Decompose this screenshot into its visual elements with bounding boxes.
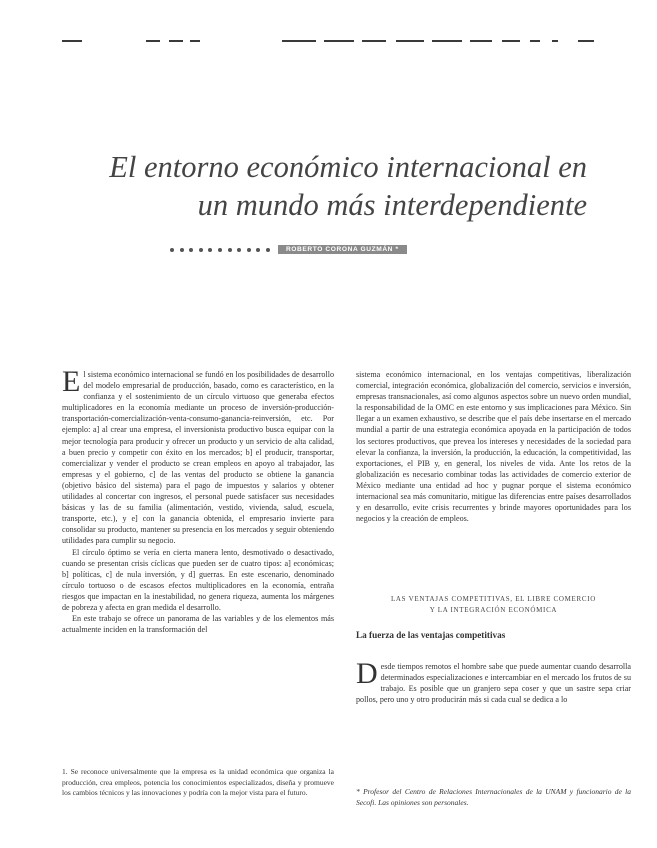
title-line-2: un mundo más interdependiente (197, 188, 587, 222)
subheading: La fuerza de las ventajas competitivas (356, 630, 506, 640)
right-column (356, 369, 631, 524)
section-heading-line-1: LAS VENTAJAS COMPETITIVAS, EL LIBRE COMERCIO (390, 595, 597, 603)
paragraph-3: En este trabajo se ofrece un panorama de las variables y de los elementos más actualmente inciden en la transformación del (62, 614, 334, 635)
author-name: ROBERTO CORONA GUZMÁN * (278, 245, 407, 254)
section-heading (356, 594, 631, 616)
header-rule (62, 40, 595, 44)
drop-cap-e: E (62, 365, 81, 398)
section-heading-line-2: Y LA INTEGRACIÓN ECONÓMICA (429, 606, 558, 614)
drop-cap-d: D (356, 657, 378, 691)
left-column (62, 365, 334, 635)
article-title (27, 148, 587, 224)
paragraph-5: Desde tiempos remotos el hombre sabe que puede aumentar cuando desarrolla determinados especializaciones e intercambiar en el mercado los frutos de su trabajo. Es posible que un granjero sepa coser y que un sastre sepa criar pollos, pero uno y otro producirán más si cada cual se dedica a lo (356, 657, 631, 705)
right-column-continued (356, 653, 631, 714)
byline (170, 244, 407, 255)
byline-dots (170, 248, 270, 252)
right-footnote: * Profesor del Centro de Relaciones Internacionales de la UNAM y funcionario de la Secofi. Las opiniones son personales. (356, 787, 631, 807)
left-footnote: 1. Se reconoce universalmente que la empresa es la unidad económica que organiza la producción, crea empleos, potencia los conocimientos especializados, diseña y promueve los cambios técnicos y las innovaciones y podría con la mejor vista para el futuro. (62, 767, 334, 797)
title-line-1: El entorno económico internacional en (109, 150, 587, 184)
paragraph-4: sistema económico internacional, en los ventajas competitivas, liberalización comercial, integración económica, globalización del comercio, servicios e inversión, empresas transnacionales, así como algunos aspectos sobre un nuevo orden mundial, la responsabilidad de la OMC en este entorno y sus implicaciones para México. Sin llegar a un examen exhaustivo, se describe que el país debe insertarse en el mercado mundial a partir de una estrategia económica apoyada en la participación de todos los sectores productivos, que prevea los intereses y necesidades de la sociedad para elevar la confianza, la inversión, la producción, la educación, la competitividad, las exportaciones, el PIB y, en general, los niveles de vida. Ante los retos de la globalización es necesario combinar todas las actividades de comercio exterior de México mediante una entidad ad hoc y pugnar porque el sistema económico internacional sea más comunitario, mitigue las diferencias entre países desarrollados y en desarrollo, evite crisis recurrentes y brinde mayores oportunidades para los negocios y la creación de empleos. (356, 370, 631, 524)
paragraph-1: El sistema económico internacional se fundó en los posibilidades de desarrollo del modelo empresarial de producción, basado, como es característico, en la confianza y el sostenimiento de un círculo virtuoso que generaba efectos multiplicadores en la economía mediante un proceso de inversión-producción-transportación-comercialización-venta-consumo-ganancia-reinversión, etc. Por ejemplo: a] al crear una empresa, el inversionista productivo busca equipar con la mejor tecnología para producir y ofrecer un producto y un servicio de alta calidad, a buen precio y competir con éxito en los mercados; b] el producir, transportar, comercializar y vender el producto se crean empleos en apoyo al trabajador, las empresas y el gobierno, c] de las ventas del producto se obtiene la ganancia (objetivo básico del sistema) para el pago de impuestos y salarios y obtener utilidades al concertar con ingresos, el personal puede satisfacer sus necesidades básicas y las de su familia (alimentación, vestido, vivienda, salud, escuela, transporte, etc.), y e] con la ganancia obtenida, el empresario invierte para consolidar su producto, mantener su presencia en los mercados y seguir obteniendo utilidades para cumplir su negocio. (62, 365, 334, 546)
paragraph-2: El círculo óptimo se vería en cierta manera lento, desmotivado o desactivado, cuando se presentan crisis cíclicas que pueden ser de cuatro tipos: a] económicas; b] políticas, c] de nula inversión, y d] guerras. En este escenario, denominado círculo tortuoso o de escasos efectos multiplicadores en la economía, entraña riesgos que impactan en la inestabilidad, no genera riqueza, aumenta los márgenes de pobreza y afecta en gran medida el desarrollo. (62, 547, 334, 612)
